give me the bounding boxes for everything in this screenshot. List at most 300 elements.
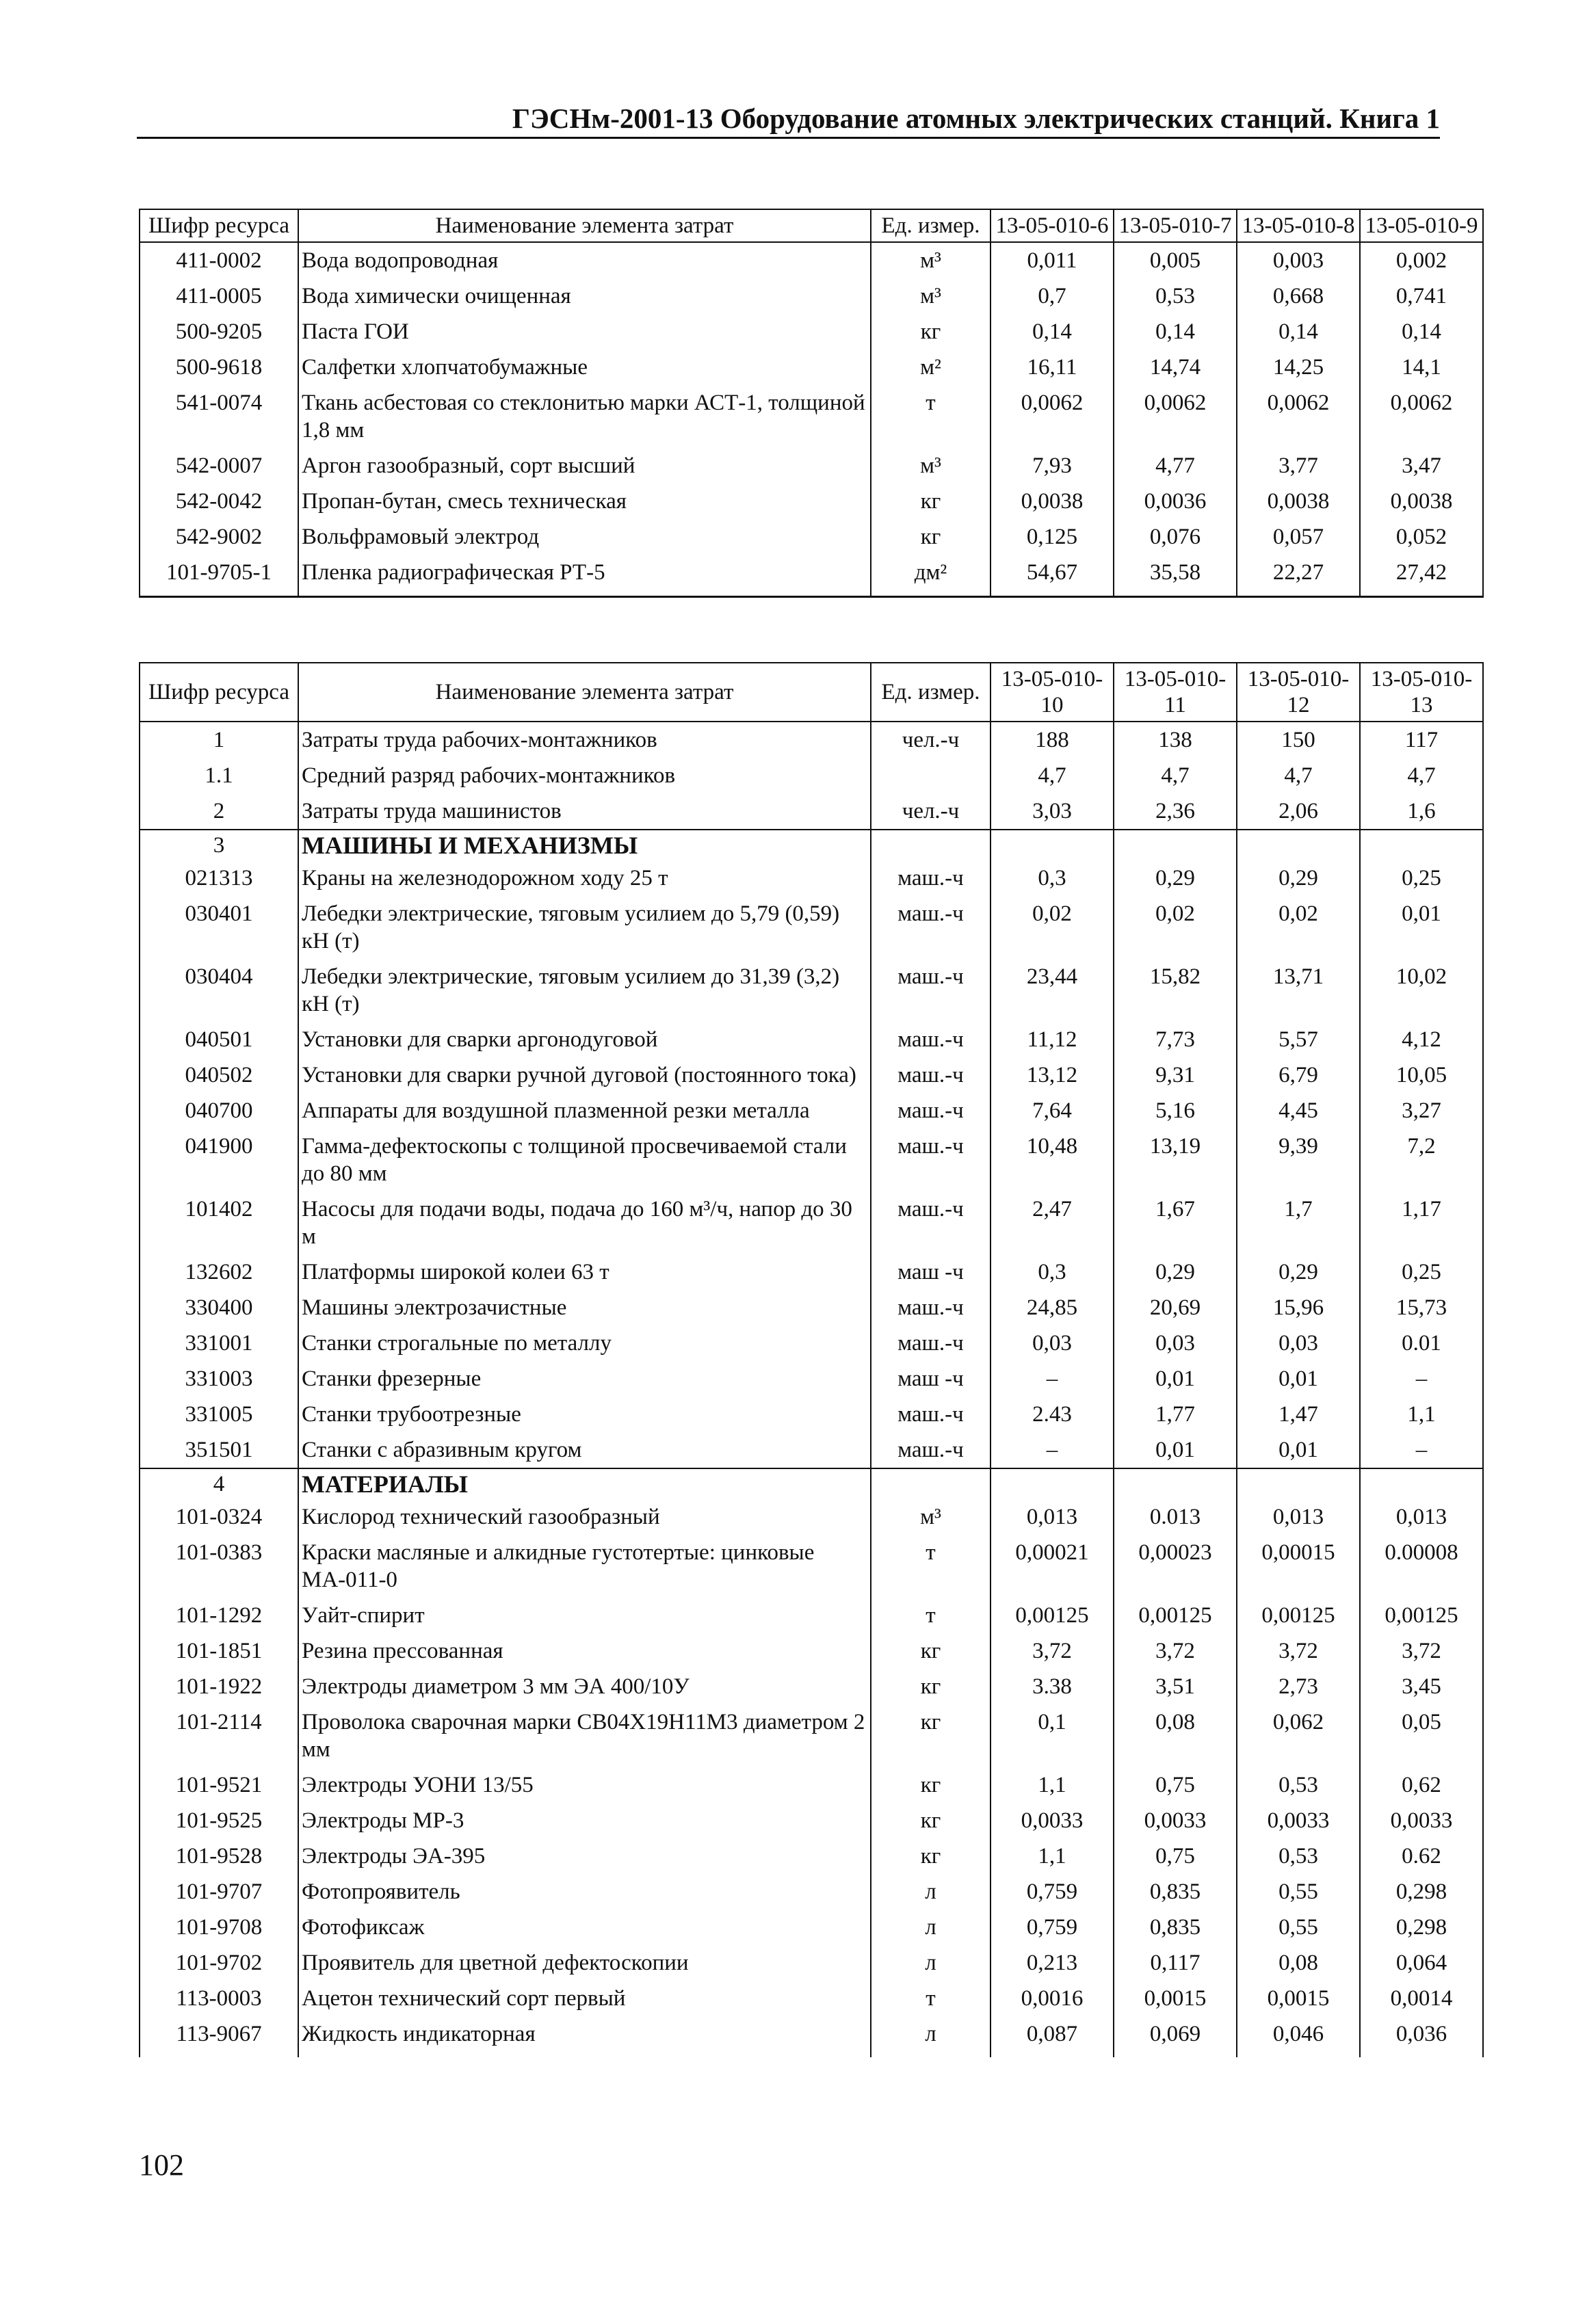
cell-value-2: 0,29 — [1114, 860, 1237, 896]
cell-value-3: 0,14 — [1237, 314, 1360, 349]
cell-value-1: 16,11 — [991, 349, 1114, 385]
cell-name: Средний разряд рабочих-монтажников — [298, 758, 871, 793]
cell-value-4: 10,02 — [1360, 959, 1483, 1022]
table-row — [140, 314, 1483, 349]
cell-name: Электроды ЭА-395 — [298, 1838, 871, 1874]
cell-value-2: 0,0036 — [1114, 484, 1237, 519]
cell-name: Ацетон технический сорт первый — [298, 1981, 871, 2016]
table-row — [140, 1290, 1483, 1325]
table-row — [140, 722, 1483, 758]
cell-code: 101-9707 — [140, 1874, 298, 1910]
cell-value-2: 0,29 — [1114, 1254, 1237, 1290]
cell-value-3: 9,39 — [1237, 1128, 1360, 1191]
cell-code: 040501 — [140, 1022, 298, 1057]
cell-name: Пленка радиографическая РТ-5 — [298, 555, 871, 597]
cell-code: 500-9205 — [140, 314, 298, 349]
cell-name: МАТЕРИАЛЫ — [298, 1468, 871, 1499]
cell-name: Вода химически очищенная — [298, 278, 871, 314]
cell-value-3: 0,003 — [1237, 242, 1360, 278]
cell-code: 351501 — [140, 1432, 298, 1468]
cell-value-3: 0,046 — [1237, 2016, 1360, 2057]
cell-value-1: 54,67 — [991, 555, 1114, 597]
cell-value-3: 1,47 — [1237, 1397, 1360, 1432]
cell-value-4: 27,42 — [1360, 555, 1483, 597]
cell-code: 1 — [140, 722, 298, 758]
cell-value-4: 0,0033 — [1360, 1803, 1483, 1838]
cell-value-2: 0,02 — [1114, 896, 1237, 959]
cell-value-1: 2,47 — [991, 1191, 1114, 1254]
cell-value-4: 0,052 — [1360, 519, 1483, 555]
cell-name: Станки фрезерные — [298, 1361, 871, 1397]
cell-code: 101-2114 — [140, 1704, 298, 1767]
cell-unit: т — [871, 1981, 991, 2016]
cell-value-4: 0,25 — [1360, 860, 1483, 896]
cell-value-3: 0,0062 — [1237, 385, 1360, 448]
cell-value-2 — [1114, 830, 1237, 860]
cell-value-1: 0,00125 — [991, 1598, 1114, 1633]
cell-unit: м³ — [871, 278, 991, 314]
cell-value-1: 1,1 — [991, 1767, 1114, 1803]
cell-value-2: 4,77 — [1114, 448, 1237, 484]
cell-value-2: 0,75 — [1114, 1838, 1237, 1874]
cell-code: 101-9528 — [140, 1838, 298, 1874]
cell-value-4: 0,01 — [1360, 896, 1483, 959]
cell-code: 040700 — [140, 1093, 298, 1128]
cell-value-3: 0,53 — [1237, 1838, 1360, 1874]
cell-unit: м³ — [871, 242, 991, 278]
cell-unit: маш.-ч — [871, 959, 991, 1022]
cell-unit — [871, 758, 991, 793]
cell-value-1: 10,48 — [991, 1128, 1114, 1191]
cell-name: Лебедки электрические, тяговым усилием до 5,79 (0,59) кН (т) — [298, 896, 871, 959]
cell-value-3: 15,96 — [1237, 1290, 1360, 1325]
cell-code: 101-0324 — [140, 1499, 298, 1535]
resource-table-1 — [139, 209, 1484, 598]
cell-unit: маш -ч — [871, 1361, 991, 1397]
cell-unit: маш.-ч — [871, 1093, 991, 1128]
cell-value-2: 0,835 — [1114, 1874, 1237, 1910]
cell-value-2: 0,069 — [1114, 2016, 1237, 2057]
cell-value-3: 0,29 — [1237, 860, 1360, 896]
col-header-unit: Ед. измер. — [871, 663, 991, 722]
table-row — [140, 1633, 1483, 1669]
cell-value-1: 0,14 — [991, 314, 1114, 349]
cell-unit — [871, 1468, 991, 1499]
cell-value-4: 0,002 — [1360, 242, 1483, 278]
cell-unit: маш.-ч — [871, 860, 991, 896]
table-row — [140, 1361, 1483, 1397]
table-row — [140, 1874, 1483, 1910]
table-row — [140, 1057, 1483, 1093]
cell-value-3: 0,55 — [1237, 1874, 1360, 1910]
cell-name: Фотофиксаж — [298, 1910, 871, 1945]
cell-value-3: 0,01 — [1237, 1361, 1360, 1397]
table-row — [140, 896, 1483, 959]
col-header-v2: 13-05-010-11 — [1114, 663, 1237, 722]
cell-name: Насосы для подачи воды, подача до 160 м³/ч, напор до 30 м — [298, 1191, 871, 1254]
cell-value-1: 0,1 — [991, 1704, 1114, 1767]
cell-unit: маш.-ч — [871, 1397, 991, 1432]
col-header-name: Наименование элемента затрат — [298, 209, 871, 242]
cell-value-3: 0,0033 — [1237, 1803, 1360, 1838]
cell-unit: чел.-ч — [871, 722, 991, 758]
cell-value-2: 9,31 — [1114, 1057, 1237, 1093]
table-row — [140, 349, 1483, 385]
cell-value-4: 0.01 — [1360, 1325, 1483, 1361]
cell-value-3: 0,53 — [1237, 1767, 1360, 1803]
cell-value-1: 3,72 — [991, 1633, 1114, 1669]
cell-value-4: 14,1 — [1360, 349, 1483, 385]
table-row — [140, 1093, 1483, 1128]
cell-value-4: 0,14 — [1360, 314, 1483, 349]
cell-value-2: 1,67 — [1114, 1191, 1237, 1254]
cell-code: 331003 — [140, 1361, 298, 1397]
col-header-v2: 13-05-010-7 — [1114, 209, 1237, 242]
cell-value-4: 3,47 — [1360, 448, 1483, 484]
cell-value-2: 0,75 — [1114, 1767, 1237, 1803]
cell-value-1: 0,3 — [991, 1254, 1114, 1290]
cell-code: 2 — [140, 793, 298, 830]
table-row — [140, 519, 1483, 555]
table-row — [140, 555, 1483, 597]
cell-value-4: 0,298 — [1360, 1910, 1483, 1945]
cell-name: Проявитель для цветной дефектоскопии — [298, 1945, 871, 1981]
cell-name: Резина прессованная — [298, 1633, 871, 1669]
col-header-v3: 13-05-010-12 — [1237, 663, 1360, 722]
cell-name: Вольфрамовый электрод — [298, 519, 871, 555]
cell-unit: л — [871, 1910, 991, 1945]
cell-unit: кг — [871, 1669, 991, 1704]
cell-code: 101-0383 — [140, 1535, 298, 1598]
resource-table-2 — [139, 662, 1484, 2057]
cell-code: 331001 — [140, 1325, 298, 1361]
cell-name: Аргон газообразный, сорт высший — [298, 448, 871, 484]
col-header-code: Шифр ресурса — [140, 663, 298, 722]
cell-code: 101-1292 — [140, 1598, 298, 1633]
cell-value-3: 0,062 — [1237, 1704, 1360, 1767]
cell-value-3: 0,057 — [1237, 519, 1360, 555]
cell-unit: маш -ч — [871, 1254, 991, 1290]
cell-value-4: 0,064 — [1360, 1945, 1483, 1981]
cell-value-2: 0,00023 — [1114, 1535, 1237, 1598]
cell-value-2 — [1114, 1468, 1237, 1499]
table-row — [140, 278, 1483, 314]
cell-unit: кг — [871, 1704, 991, 1767]
cell-name: Проволока сварочная марки СВ04Х19Н11М3 диаметром 2 мм — [298, 1704, 871, 1767]
cell-code: 3 — [140, 830, 298, 860]
cell-value-1: 11,12 — [991, 1022, 1114, 1057]
cell-name: Платформы широкой колеи 63 т — [298, 1254, 871, 1290]
cell-value-4: 0,036 — [1360, 2016, 1483, 2057]
cell-code: 541-0074 — [140, 385, 298, 448]
cell-value-2: 3,72 — [1114, 1633, 1237, 1669]
cell-unit: кг — [871, 1838, 991, 1874]
cell-code: 4 — [140, 1468, 298, 1499]
cell-value-1: 0,03 — [991, 1325, 1114, 1361]
cell-value-3 — [1237, 1468, 1360, 1499]
table-row — [140, 1254, 1483, 1290]
cell-value-4: 0,05 — [1360, 1704, 1483, 1767]
cell-value-1: 0,0033 — [991, 1803, 1114, 1838]
cell-name: Станки трубоотрезные — [298, 1397, 871, 1432]
cell-value-2: 35,58 — [1114, 555, 1237, 597]
cell-unit: маш.-ч — [871, 1432, 991, 1468]
cell-code: 113-0003 — [140, 1981, 298, 2016]
cell-value-4: 1,17 — [1360, 1191, 1483, 1254]
cell-unit: кг — [871, 314, 991, 349]
cell-value-2: 0,01 — [1114, 1432, 1237, 1468]
table-row — [140, 1022, 1483, 1057]
cell-value-1: 0,125 — [991, 519, 1114, 555]
cell-value-4: 1,1 — [1360, 1397, 1483, 1432]
page-number: 102 — [139, 2148, 184, 2182]
cell-name: Аппараты для воздушной плазменной резки металла — [298, 1093, 871, 1128]
cell-value-3: 150 — [1237, 722, 1360, 758]
cell-value-1: 0,0016 — [991, 1981, 1114, 2016]
cell-value-3: 3,77 — [1237, 448, 1360, 484]
cell-code: 330400 — [140, 1290, 298, 1325]
cell-value-3: 2,73 — [1237, 1669, 1360, 1704]
cell-value-2: 0,005 — [1114, 242, 1237, 278]
cell-value-4: 10,05 — [1360, 1057, 1483, 1093]
table-row — [140, 484, 1483, 519]
cell-name: Гамма-дефектоскопы с толщиной просвечиваемой стали до 80 мм — [298, 1128, 871, 1191]
cell-value-4: 0,0038 — [1360, 484, 1483, 519]
col-header-code: Шифр ресурса — [140, 209, 298, 242]
cell-value-3: 0,668 — [1237, 278, 1360, 314]
cell-unit: кг — [871, 1633, 991, 1669]
cell-value-4: 1,6 — [1360, 793, 1483, 830]
cell-value-4: – — [1360, 1432, 1483, 1468]
cell-value-2: 0,53 — [1114, 278, 1237, 314]
cell-value-1 — [991, 1468, 1114, 1499]
cell-value-1: 0,759 — [991, 1910, 1114, 1945]
cell-value-4: 0,0062 — [1360, 385, 1483, 448]
table-row — [140, 793, 1483, 830]
cell-name: Ткань асбестовая со стеклонитью марки АСТ-1, толщиной 1,8 мм — [298, 385, 871, 448]
table-row — [140, 860, 1483, 896]
cell-value-2: 0,01 — [1114, 1361, 1237, 1397]
cell-value-1: 0,3 — [991, 860, 1114, 896]
table-row — [140, 1910, 1483, 1945]
cell-name: Краны на железнодорожном ходу 25 т — [298, 860, 871, 896]
table-row — [140, 959, 1483, 1022]
cell-name: Электроды МР-3 — [298, 1803, 871, 1838]
cell-value-1: 0,02 — [991, 896, 1114, 959]
col-header-unit: Ед. измер. — [871, 209, 991, 242]
cell-name: Затраты труда машинистов — [298, 793, 871, 830]
table-row — [140, 2016, 1483, 2057]
cell-value-2: 20,69 — [1114, 1290, 1237, 1325]
cell-code: 113-9067 — [140, 2016, 298, 2057]
cell-value-2: 4,7 — [1114, 758, 1237, 793]
cell-value-3: 1,7 — [1237, 1191, 1360, 1254]
cell-value-4: 0,0014 — [1360, 1981, 1483, 2016]
cell-value-3: 0,55 — [1237, 1910, 1360, 1945]
cell-code: 1.1 — [140, 758, 298, 793]
cell-unit: маш.-ч — [871, 1325, 991, 1361]
cell-value-4: 0,62 — [1360, 1767, 1483, 1803]
cell-value-3: 4,45 — [1237, 1093, 1360, 1128]
cell-code: 542-9002 — [140, 519, 298, 555]
cell-value-3: 0,0038 — [1237, 484, 1360, 519]
cell-value-2: 0,076 — [1114, 519, 1237, 555]
table-row — [140, 1397, 1483, 1432]
cell-value-1: 4,7 — [991, 758, 1114, 793]
table-row — [140, 1669, 1483, 1704]
cell-value-4: 3,72 — [1360, 1633, 1483, 1669]
cell-value-3: 6,79 — [1237, 1057, 1360, 1093]
cell-value-4 — [1360, 830, 1483, 860]
table-row — [140, 242, 1483, 278]
cell-value-2: 1,77 — [1114, 1397, 1237, 1432]
cell-value-2: 0,00125 — [1114, 1598, 1237, 1633]
cell-value-2: 0,03 — [1114, 1325, 1237, 1361]
cell-value-1: – — [991, 1432, 1114, 1468]
cell-value-4 — [1360, 1468, 1483, 1499]
cell-value-3: 0,03 — [1237, 1325, 1360, 1361]
cell-value-4: 0,741 — [1360, 278, 1483, 314]
cell-code: 030401 — [140, 896, 298, 959]
cell-value-4: 0,298 — [1360, 1874, 1483, 1910]
col-header-v4: 13-05-010-9 — [1360, 209, 1483, 242]
cell-value-1: 0,7 — [991, 278, 1114, 314]
cell-name: МАШИНЫ И МЕХАНИЗМЫ — [298, 830, 871, 860]
cell-value-1: 13,12 — [991, 1057, 1114, 1093]
cell-value-1: 0,087 — [991, 2016, 1114, 2057]
cell-unit: т — [871, 385, 991, 448]
cell-name: Фотопроявитель — [298, 1874, 871, 1910]
cell-code: 542-0007 — [140, 448, 298, 484]
cell-value-2: 0,835 — [1114, 1910, 1237, 1945]
cell-name: Краски масляные и алкидные густотертые: цинковые МА-011-0 — [298, 1535, 871, 1598]
cell-code: 331005 — [140, 1397, 298, 1432]
cell-name: Жидкость индикаторная — [298, 2016, 871, 2057]
cell-code: 021313 — [140, 860, 298, 896]
cell-unit — [871, 830, 991, 860]
cell-value-3: 0,29 — [1237, 1254, 1360, 1290]
cell-value-4: 0,00125 — [1360, 1598, 1483, 1633]
table-row — [140, 1838, 1483, 1874]
section-row — [140, 830, 1483, 860]
cell-value-1: – — [991, 1361, 1114, 1397]
cell-name: Установки для сварки аргонодуговой — [298, 1022, 871, 1057]
table-row — [140, 1535, 1483, 1598]
cell-value-4: – — [1360, 1361, 1483, 1397]
cell-value-4: 0,013 — [1360, 1499, 1483, 1535]
cell-name: Салфетки хлопчатобумажные — [298, 349, 871, 385]
cell-unit: маш.-ч — [871, 1057, 991, 1093]
cell-code: 132602 — [140, 1254, 298, 1290]
table-row — [140, 1803, 1483, 1838]
cell-unit: т — [871, 1535, 991, 1598]
cell-value-3: 0,08 — [1237, 1945, 1360, 1981]
cell-code: 101-9702 — [140, 1945, 298, 1981]
cell-name: Электроды УОНИ 13/55 — [298, 1767, 871, 1803]
cell-value-1: 0,013 — [991, 1499, 1114, 1535]
cell-code: 041900 — [140, 1128, 298, 1191]
cell-value-1: 7,64 — [991, 1093, 1114, 1128]
cell-name: Паста ГОИ — [298, 314, 871, 349]
cell-unit: кг — [871, 519, 991, 555]
cell-code: 101-9708 — [140, 1910, 298, 1945]
col-header-v4: 13-05-010-13 — [1360, 663, 1483, 722]
cell-unit: л — [871, 1945, 991, 1981]
cell-value-2: 0.013 — [1114, 1499, 1237, 1535]
cell-code: 101402 — [140, 1191, 298, 1254]
cell-unit: маш.-ч — [871, 1128, 991, 1191]
cell-code: 040502 — [140, 1057, 298, 1093]
cell-name: Кислород технический газообразный — [298, 1499, 871, 1535]
col-header-v1: 13-05-010-6 — [991, 209, 1114, 242]
col-header-name: Наименование элемента затрат — [298, 663, 871, 722]
cell-value-1: 0,0038 — [991, 484, 1114, 519]
cell-code: 500-9618 — [140, 349, 298, 385]
cell-value-4: 0.62 — [1360, 1838, 1483, 1874]
table-row — [140, 1432, 1483, 1468]
cell-name: Лебедки электрические, тяговым усилием до 31,39 (3,2) кН (т) — [298, 959, 871, 1022]
cell-unit: кг — [871, 484, 991, 519]
cell-value-2: 14,74 — [1114, 349, 1237, 385]
cell-value-4: 3,45 — [1360, 1669, 1483, 1704]
cell-name: Вода водопроводная — [298, 242, 871, 278]
cell-value-2: 0,14 — [1114, 314, 1237, 349]
cell-value-3 — [1237, 830, 1360, 860]
cell-value-4: 4,7 — [1360, 758, 1483, 793]
table-header-row — [140, 663, 1483, 722]
cell-code: 101-1851 — [140, 1633, 298, 1669]
cell-value-1 — [991, 830, 1114, 860]
cell-value-1: 0,213 — [991, 1945, 1114, 1981]
table-row — [140, 1945, 1483, 1981]
cell-value-1: 188 — [991, 722, 1114, 758]
table-row — [140, 448, 1483, 484]
cell-value-2: 3,51 — [1114, 1669, 1237, 1704]
cell-code: 101-1922 — [140, 1669, 298, 1704]
cell-unit: чел.-ч — [871, 793, 991, 830]
cell-value-4: 0.00008 — [1360, 1535, 1483, 1598]
cell-value-2: 0,08 — [1114, 1704, 1237, 1767]
cell-unit: л — [871, 2016, 991, 2057]
cell-name: Машины электрозачистные — [298, 1290, 871, 1325]
cell-name: Установки для сварки ручной дуговой (постоянного тока) — [298, 1057, 871, 1093]
cell-value-3: 4,7 — [1237, 758, 1360, 793]
cell-value-3: 0,00015 — [1237, 1535, 1360, 1598]
cell-code: 101-9525 — [140, 1803, 298, 1838]
cell-unit: кг — [871, 1767, 991, 1803]
cell-value-3: 0,02 — [1237, 896, 1360, 959]
cell-unit: т — [871, 1598, 991, 1633]
cell-value-1: 7,93 — [991, 448, 1114, 484]
cell-value-2: 0,0062 — [1114, 385, 1237, 448]
cell-value-3: 22,27 — [1237, 555, 1360, 597]
col-header-v1: 13-05-010-10 — [991, 663, 1114, 722]
table-row — [140, 1767, 1483, 1803]
table-row — [140, 1981, 1483, 2016]
cell-value-2: 0,0015 — [1114, 1981, 1237, 2016]
cell-code: 101-9705-1 — [140, 555, 298, 597]
cell-unit: л — [871, 1874, 991, 1910]
cell-value-2: 0,117 — [1114, 1945, 1237, 1981]
cell-unit: кг — [871, 1803, 991, 1838]
cell-unit: дм² — [871, 555, 991, 597]
cell-value-1: 24,85 — [991, 1290, 1114, 1325]
table-header-row — [140, 209, 1483, 242]
cell-value-2: 7,73 — [1114, 1022, 1237, 1057]
cell-code: 101-9521 — [140, 1767, 298, 1803]
cell-code: 030404 — [140, 959, 298, 1022]
cell-value-3: 0,013 — [1237, 1499, 1360, 1535]
